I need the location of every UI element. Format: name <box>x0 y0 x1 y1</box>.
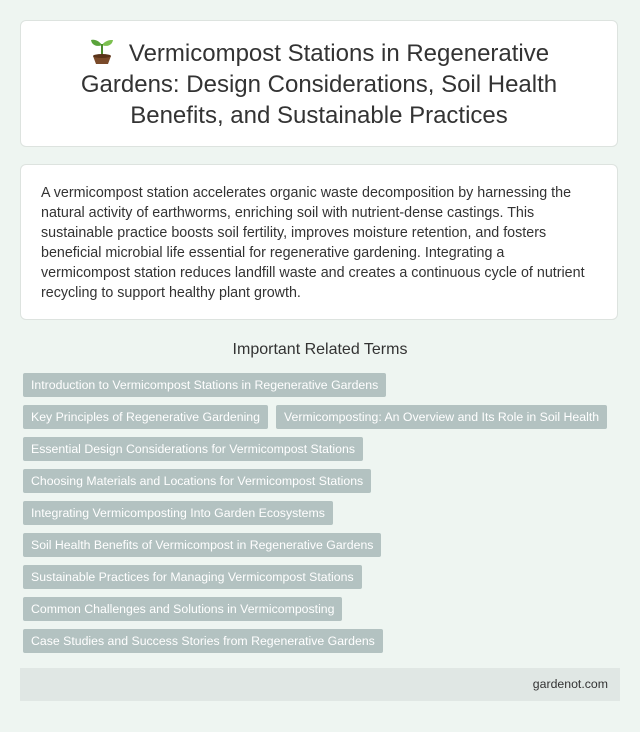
related-term-tag[interactable]: Sustainable Practices for Managing Vermicompost Stations <box>23 565 362 589</box>
related-term-tag[interactable]: Case Studies and Success Stories from Regenerative Gardens <box>23 629 383 653</box>
related-term-tag[interactable]: Introduction to Vermicompost Stations in Regenerative Gardens <box>23 373 386 397</box>
description-text: A vermicompost station accelerates organic waste decomposition by harnessing the natural activity of earthworms, enriching soil with nutrient-dense castings. This sustainable practice boosts soil fertility, improves moisture retention, and fosters beneficial microbial life essential for regenerative gardening. Integrating a vermicompost station reduces landfill waste and creates a continuous cycle of nutrient recycling to support healthy plant growth. <box>41 185 585 301</box>
page-title <box>61 37 577 131</box>
related-term-tag[interactable]: Choosing Materials and Locations for Vermicompost Stations <box>23 469 371 493</box>
related-term-tag[interactable]: Common Challenges and Solutions in Vermicomposting <box>23 597 342 621</box>
title-card <box>20 20 618 147</box>
footer <box>20 668 620 701</box>
related-terms-heading: Important Related Terms <box>232 341 408 358</box>
related-term-tag[interactable]: Essential Design Considerations for Vermicompost Stations <box>23 437 363 461</box>
description-card <box>20 164 618 320</box>
related-terms-list <box>23 373 623 661</box>
sprout-icon <box>89 37 115 65</box>
related-term-tag[interactable]: Key Principles of Regenerative Gardening <box>23 405 268 429</box>
related-term-tag[interactable]: Integrating Vermicomposting Into Garden Ecosystems <box>23 501 333 525</box>
footer-site-link[interactable]: gardenot.com <box>532 677 608 691</box>
related-term-tag[interactable]: Vermicomposting: An Overview and Its Role in Soil Health <box>276 405 607 429</box>
page-title-text: Vermicompost Stations in Regenerative Gardens: Design Considerations, Soil Health Benefits, and Sustainable Practices <box>80 39 558 129</box>
related-term-tag[interactable]: Soil Health Benefits of Vermicompost in Regenerative Gardens <box>23 533 381 557</box>
